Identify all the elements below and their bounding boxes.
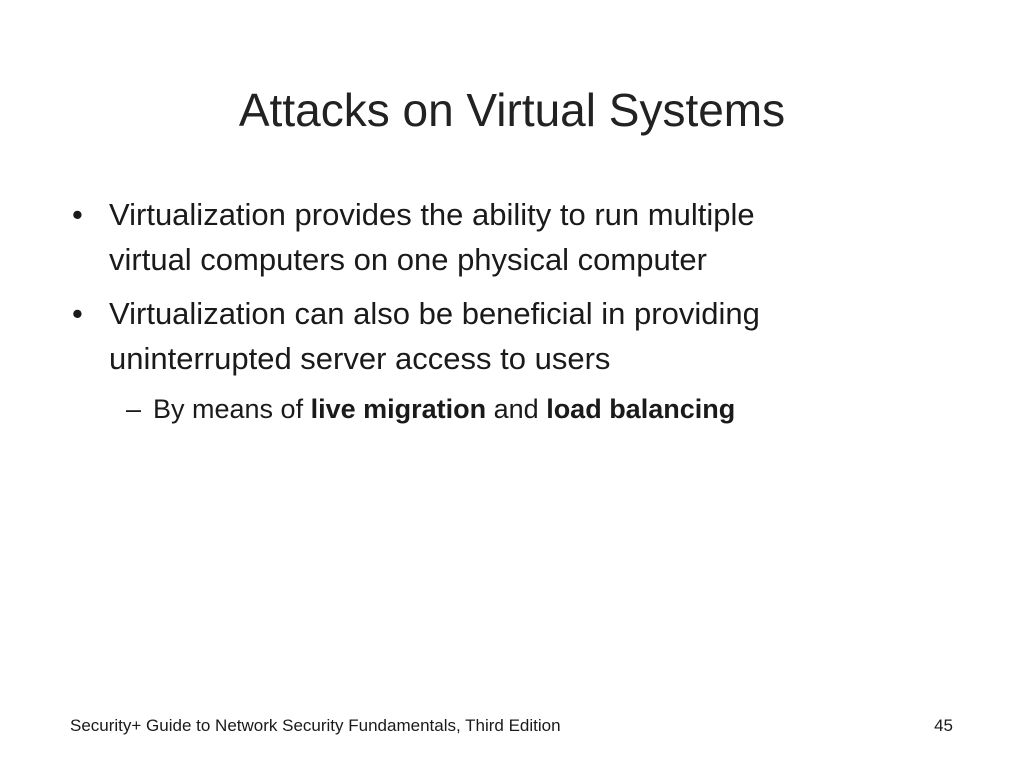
slide-title: Attacks on Virtual Systems xyxy=(238,84,786,136)
bullet-line: virtual computers on one physical computer xyxy=(109,242,707,277)
footer-book-title: Security+ Guide to Network Security Fundamentals, Third Edition xyxy=(70,716,561,735)
bullet-line: Virtualization provides the ability to run multiple xyxy=(109,197,755,232)
term-load-balancing: load balancing xyxy=(546,394,736,424)
bullet-item-virtualization-benefit xyxy=(72,291,932,381)
sub-bullet-conjunction: and xyxy=(486,394,547,424)
dash-glyph: – xyxy=(126,394,142,424)
sub-bullet-prefix: By means of xyxy=(153,394,311,424)
bullet-glyph: • xyxy=(72,197,83,232)
sub-bullet-live-migration xyxy=(126,390,926,428)
footer-page-number: 45 xyxy=(934,716,953,735)
bullet-line: uninterrupted server access to users xyxy=(109,341,611,376)
term-live-migration: live migration xyxy=(310,394,487,424)
bullet-line: Virtualization can also be beneficial in providing xyxy=(109,296,760,331)
bullet-item-virtualization-ability xyxy=(72,192,932,282)
bullet-glyph: • xyxy=(72,296,83,331)
